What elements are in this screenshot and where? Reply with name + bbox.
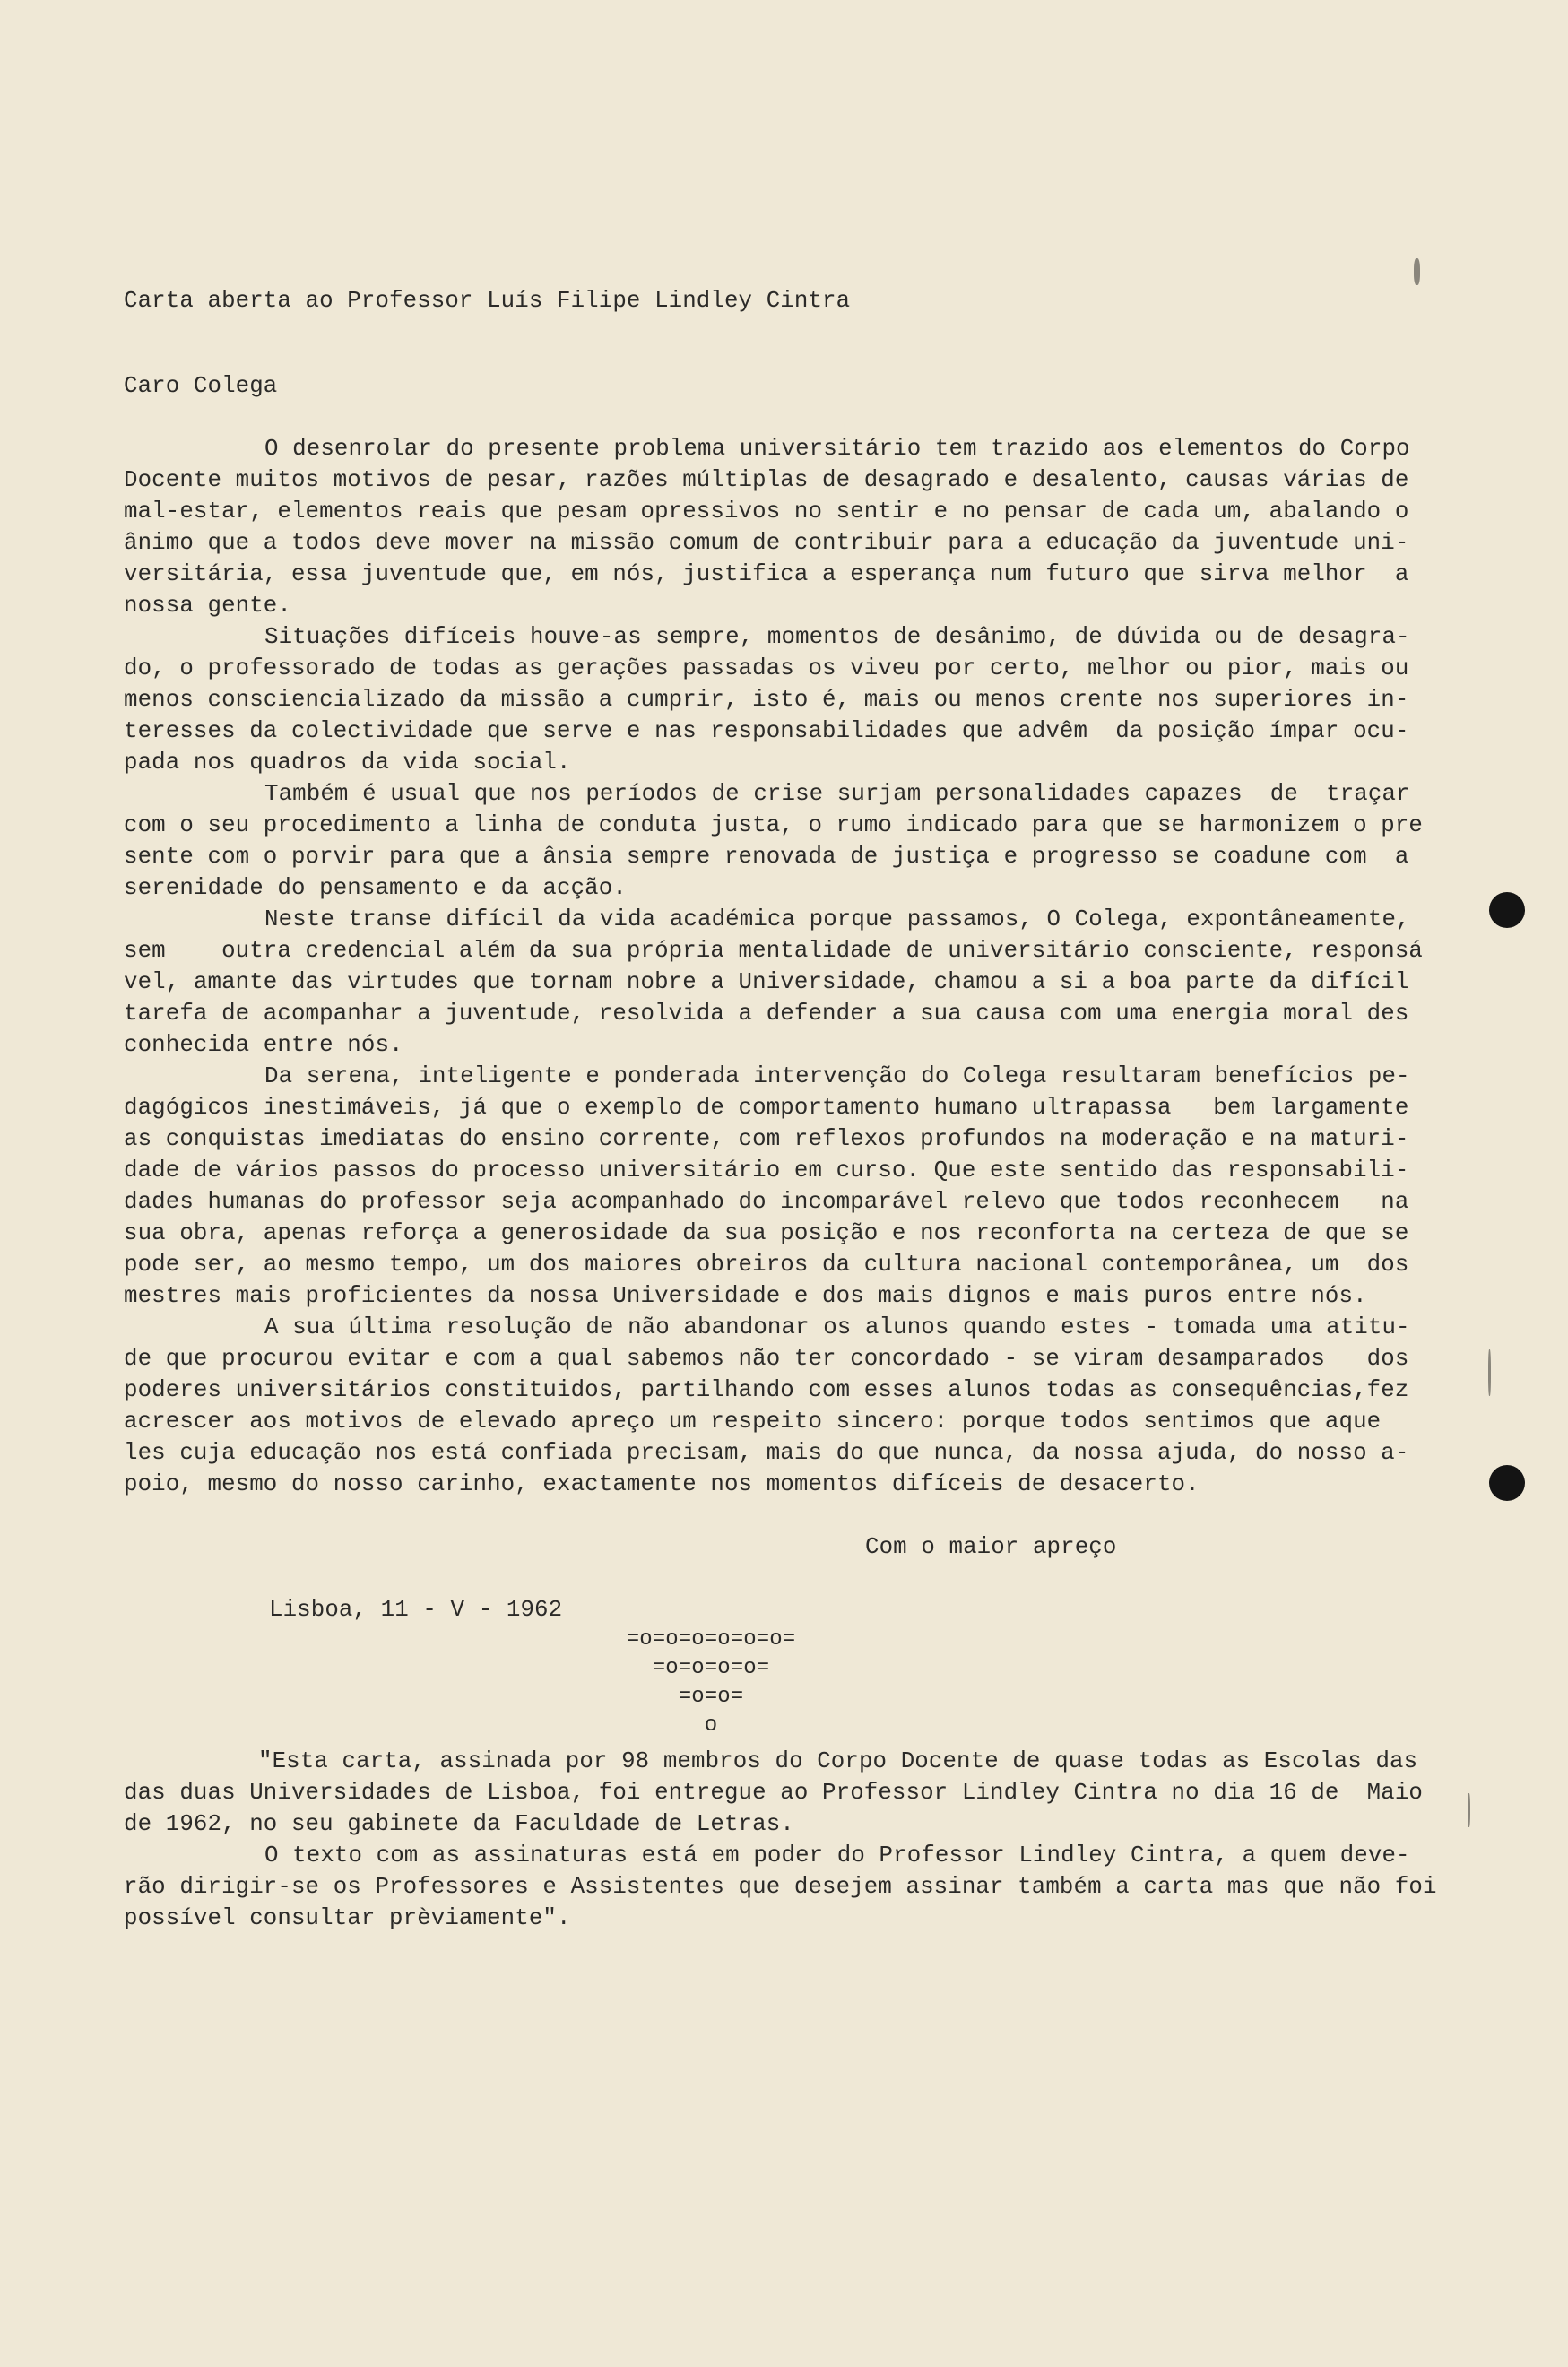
body-line: as conquistas imediatas do ensino corrente, com reflexos profundos na moderação e na maturi- (124, 1126, 1409, 1152)
note-line: possível consultar prèviamente". (124, 1905, 571, 1931)
body-line: mestres mais proficientes da nossa Universidade e dos mais dignos e mais puros entre nós. (124, 1283, 1367, 1309)
body-line: sua obra, apenas reforça a generosidade da sua posição e nos reconforta na certeza de que se (124, 1220, 1409, 1246)
closing: Com o maior apreço (865, 1534, 1117, 1560)
body-line: dades humanas do professor seja acompanhado do incomparável relevo que todos reconhecem na (124, 1189, 1409, 1215)
body-line: poio, mesmo do nosso carinho, exactamente nos momentos difíceis de desacerto. (124, 1471, 1200, 1497)
ink-mark (1488, 1349, 1491, 1396)
body-line: sem outra credencial além da sua própria mentalidade de universitário consciente, responsá (124, 938, 1423, 964)
place-date: Lisboa, 11 - V - 1962 (269, 1597, 563, 1623)
ink-mark (1468, 1793, 1470, 1827)
body-line: serenidade do pensamento e da acção. (124, 875, 627, 901)
body-line: dade de vários passos do processo universitário em curso. Que este sentido das responsabili- (124, 1157, 1409, 1184)
note-line: O texto com as assinaturas está em poder do Professor Lindley Cintra, a quem deve- (264, 1842, 1410, 1868)
body-line: nossa gente. (124, 593, 291, 619)
punch-hole-top (1489, 892, 1525, 928)
body-line: de que procurou evitar e com a qual sabemos não ter concordado - se viram desamparados dos (124, 1346, 1409, 1372)
body-line: poderes universitários constituidos, partilhando com esses alunos todas as consequências,fez (124, 1377, 1409, 1403)
body-line: pada nos quadros da vida social. (124, 750, 571, 776)
body-line: A sua última resolução de não abandonar os alunos quando estes - tomada uma atitu- (264, 1314, 1410, 1340)
body-line: tarefa de acompanhar a juventude, resolvida a defender a sua causa com uma energia moral des (124, 1001, 1409, 1027)
body-line: mal-estar, elementos reais que pesam opressivos no sentir e no pensar de cada um, abalando o (124, 499, 1409, 525)
body-line: vel, amante das virtudes que tornam nobre a Universidade, chamou a si a boa parte da difícil (124, 969, 1409, 995)
body-line: Da serena, inteligente e ponderada intervenção do Colega resultaram benefícios pe- (264, 1063, 1410, 1089)
ornament-line: =o=o=o=o= (652, 1656, 770, 1680)
body-line: les cuja educação nos está confiada precisam, mais do que nunca, da nossa ajuda, do nosso a- (124, 1440, 1409, 1466)
body-line: conhecida entre nós. (124, 1032, 403, 1058)
letter (124, 285, 1437, 1934)
ornament-line: =o=o=o=o=o=o= (626, 1627, 796, 1652)
body-line: menos consciencializado da missão a cumprir, isto é, mais ou menos crente nos superiores in- (124, 687, 1409, 713)
note-line: de 1962, no seu gabinete da Faculdade de Letras. (124, 1811, 794, 1837)
body-line: com o seu procedimento a linha de conduta justa, o rumo indicado para que se harmonizem o pre (124, 812, 1423, 838)
body-line: ânimo que a todos deve mover na missão comum de contribuir para a educação da juventude uni- (124, 530, 1409, 556)
note-line: rão dirigir-se os Professores e Assistentes que desejem assinar também a carta mas que não foi (124, 1874, 1437, 1900)
ornament-line: =o=o= (678, 1685, 744, 1709)
ornament-line: o (704, 1713, 718, 1738)
ink-mark (1414, 258, 1420, 285)
body-line: Também é usual que nos períodos de crise surjam personalidades capazes de traçar (264, 781, 1410, 807)
body-line: O desenrolar do presente problema universitário tem trazido aos elementos do Corpo (264, 436, 1410, 462)
note-line: "Esta carta, assinada por 98 membros do Corpo Docente de quase todas as Escolas das (258, 1748, 1418, 1774)
letter-title: Carta aberta ao Professor Luís Filipe Lindley Cintra (124, 288, 851, 314)
letter-body (124, 433, 1433, 1500)
editorial-note (124, 1746, 1437, 1934)
salutation: Caro Colega (124, 373, 278, 399)
body-line: dagógicos inestimáveis, já que o exemplo de comportamento humano ultrapassa bem largamente (124, 1095, 1409, 1121)
note-line: das duas Universidades de Lisboa, foi entregue ao Professor Lindley Cintra no dia 16 de Maio (124, 1780, 1423, 1806)
body-line: sente com o porvir para que a ânsia sempre renovada de justiça e progresso se coadune com a (124, 844, 1409, 870)
body-line: pode ser, ao mesmo tempo, um dos maiores obreiros da cultura nacional contemporânea, um dos (124, 1252, 1409, 1278)
separator-ornament (124, 1626, 1433, 1740)
body-line: do, o professorado de todas as gerações passadas os viveu por certo, melhor ou pior, mais ou (124, 655, 1409, 681)
punch-hole-bottom (1489, 1465, 1525, 1501)
body-line: Situações difíceis houve-as sempre, momentos de desânimo, de dúvida ou de desagra- (264, 624, 1410, 650)
body-line: acrescer aos motivos de elevado apreço um respeito sincero: porque todos sentimos que aque (124, 1409, 1382, 1435)
body-line: versitária, essa juventude que, em nós, justifica a esperança num futuro que sirva melhor a (124, 561, 1409, 587)
body-line: Docente muitos motivos de pesar, razões múltiplas de desagrado e desalento, causas várias de (124, 467, 1409, 493)
body-line: Neste transe difícil da vida académica porque passamos, O Colega, expontâneamente, (264, 906, 1410, 932)
body-line: teresses da colectividade que serve e nas responsabilidades que advêm da posição ímpar ocu- (124, 718, 1409, 744)
